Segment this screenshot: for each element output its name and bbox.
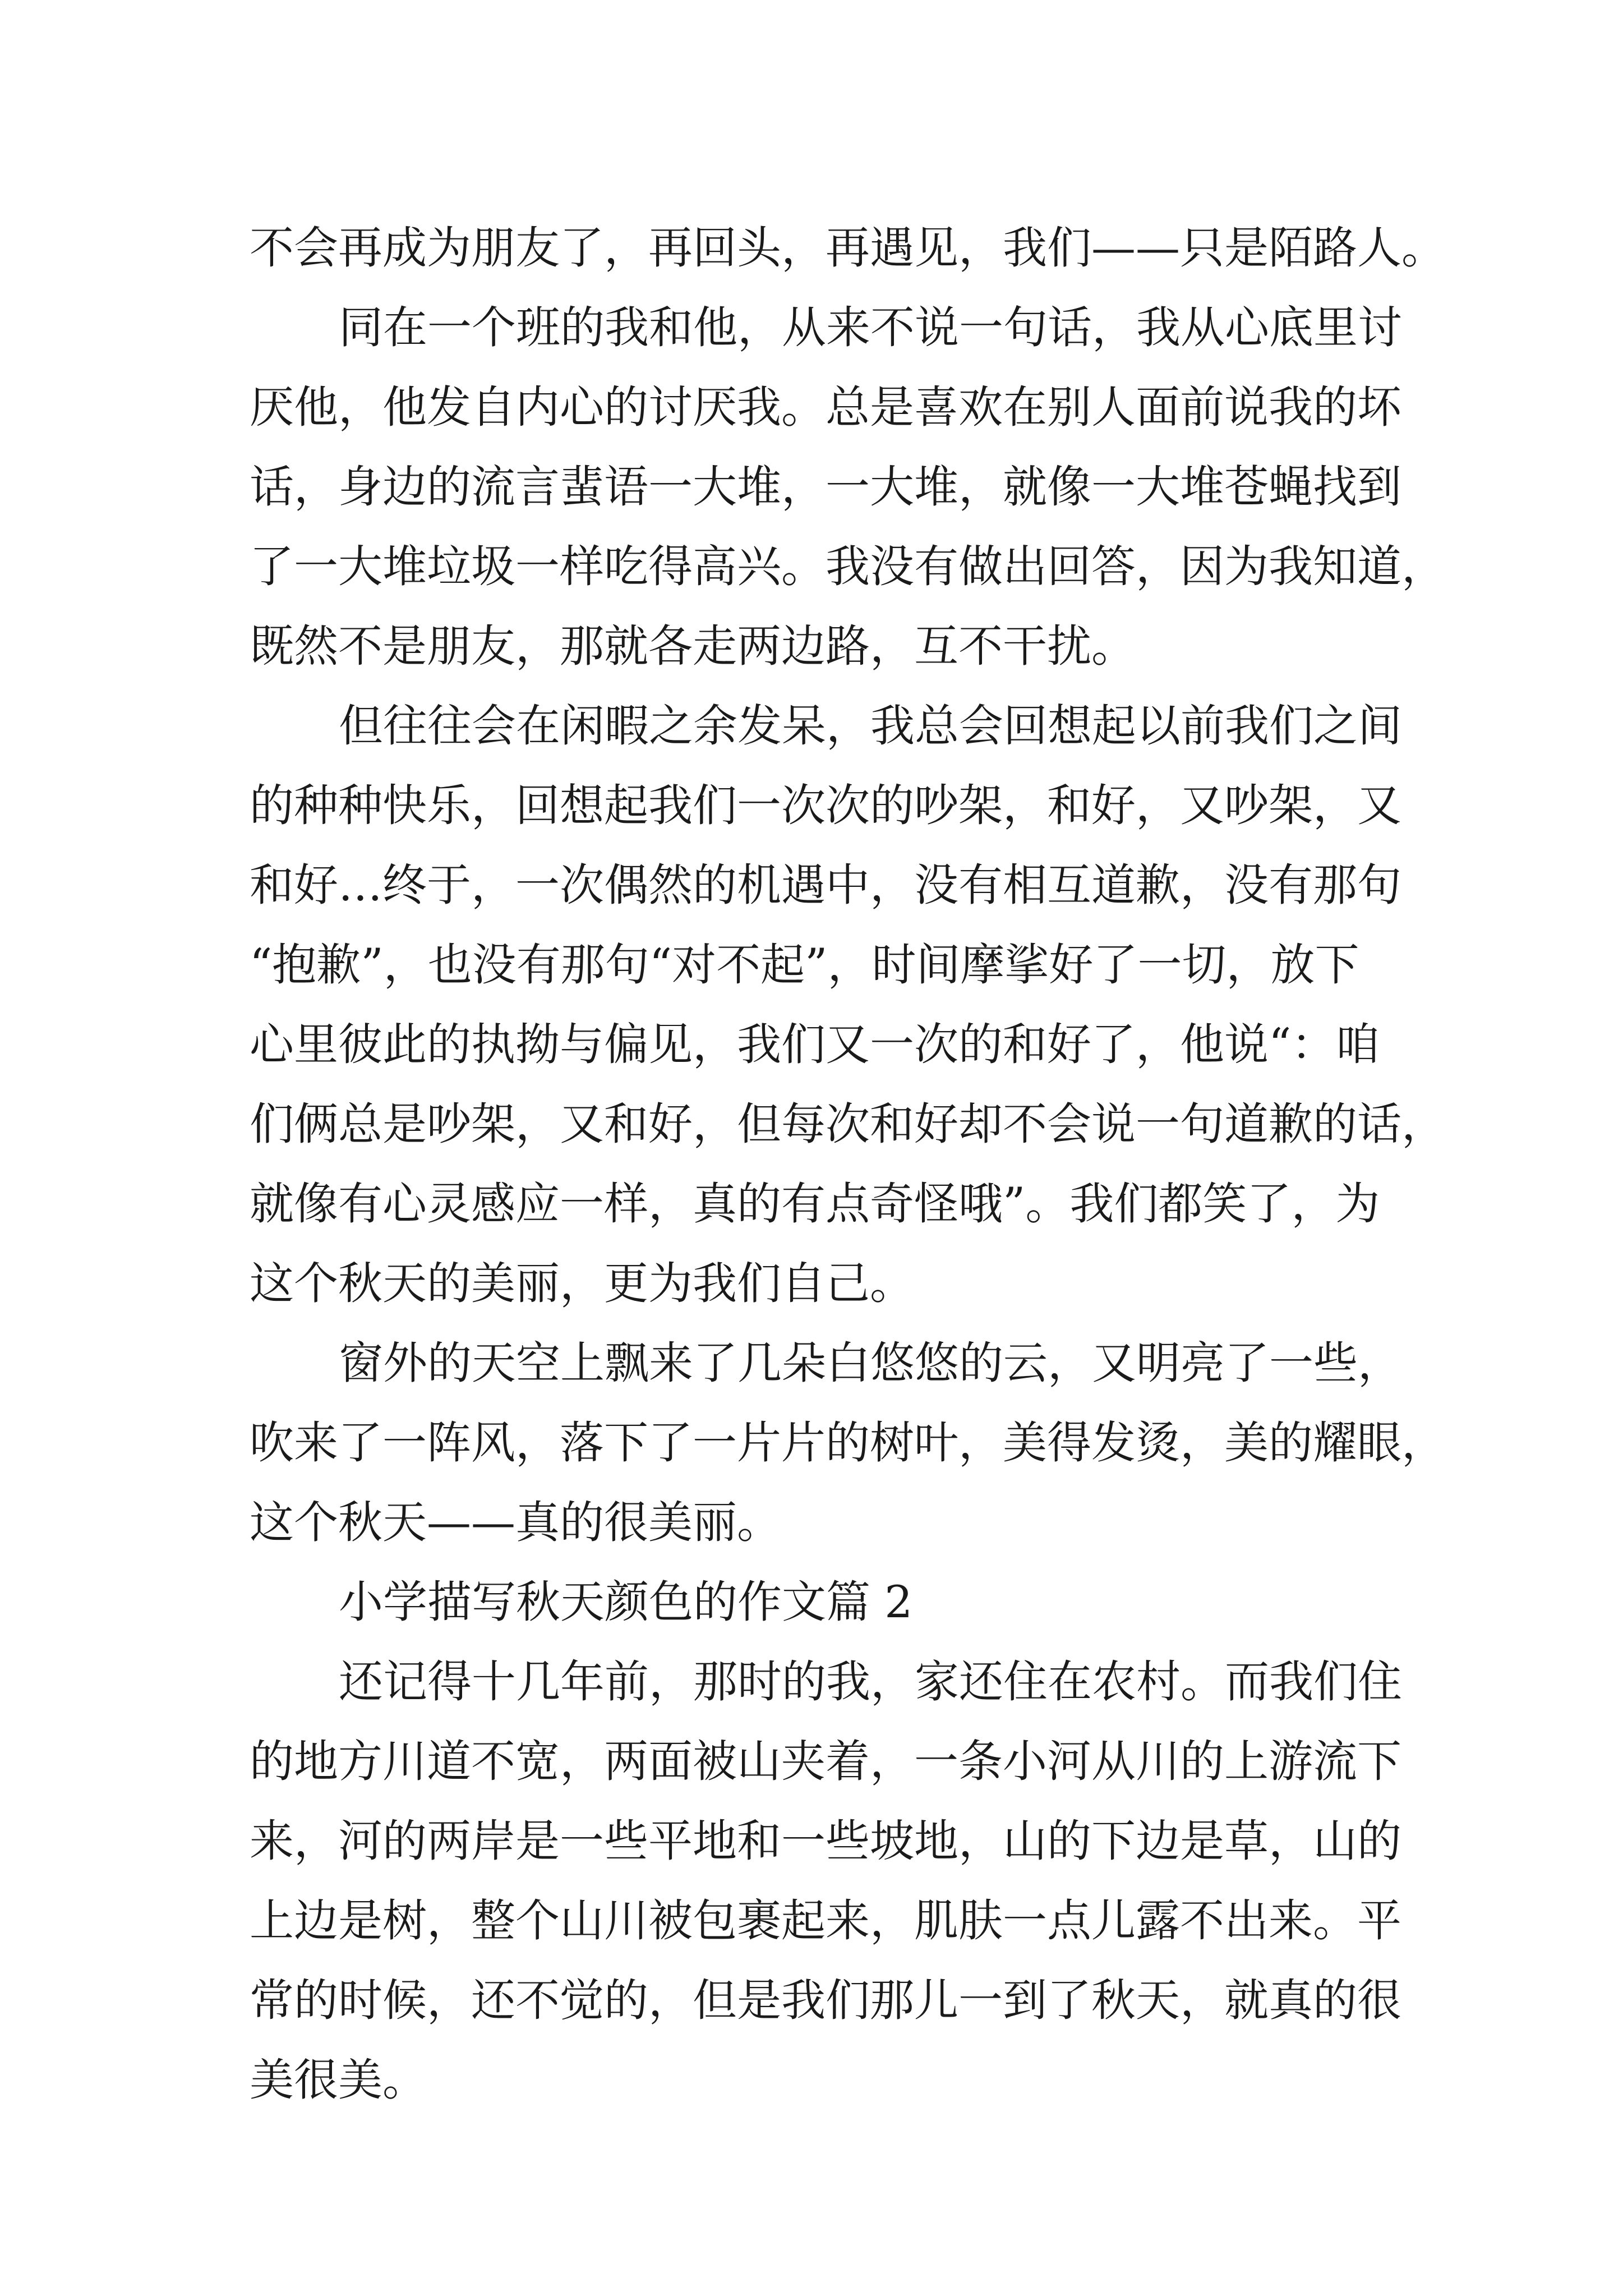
text-line: 和好…终于，一次偶然的机遇中，没有相互道歉，没有那句 (250, 859, 1401, 911)
text-line: 来，河的两岸是一些平地和一些坡地，山的下边是草，山的 (250, 1815, 1401, 1867)
text-line: 但往往会在闲暇之余发呆，我总会回想起以前我们之间 (339, 700, 1402, 752)
text-line: 同在一个班的我和他，从来不说一句话，我从心底里讨 (339, 302, 1402, 353)
text-line: 们俩总是吵架，又和好，但每次和好却不会说一句道歉的话， (250, 1098, 1446, 1150)
text-line: 这个秋天的美丽，更为我们自己。 (250, 1258, 914, 1309)
text-line: 了一大堆垃圾一样吃得高兴。我没有做出回答，因为我知道， (250, 541, 1446, 592)
text-line: 上边是树，整个山川被包裹起来，肌肤一点儿露不出来。平 (250, 1895, 1401, 1947)
text-line: 不会再成为朋友了，再回头，再遇见，我们——只是陌路人。 (250, 222, 1446, 274)
text-line: 既然不是朋友，那就各走两边路，互不干扰。 (250, 620, 1136, 672)
text-line: 还记得十几年前，那时的我，家还住在农村。而我们住 (339, 1656, 1402, 1708)
text-line: 就像有心灵感应一样，真的有点奇怪哦”。我们都笑了，为 (250, 1178, 1380, 1230)
text-line: 的种种快乐，回想起我们一次次的吵架，和好，又吵架，又 (250, 780, 1401, 831)
text-line: 的地方川道不宽，两面被山夹着，一条小河从川的上游流下 (250, 1736, 1401, 1787)
text-line: 吹来了一阵风，落下了一片片的树叶，美得发烫，美的耀眼， (250, 1417, 1446, 1469)
section-heading: 小学描写秋天颜色的作文篇 2 (339, 1576, 913, 1628)
text-line: 美很美。 (250, 2054, 427, 2106)
text-line: 窗外的天空上飘来了几朵白悠悠的云，又明亮了一些， (339, 1337, 1402, 1389)
text-line: 厌他，他发自内心的讨厌我。总是喜欢在别人面前说我的坏 (250, 381, 1401, 433)
text-line: 这个秋天——真的很美丽。 (250, 1497, 781, 1548)
text-line: 话，身边的流言蜚语一大堆，一大堆，就像一大堆苍蝇找到 (250, 461, 1401, 513)
text-line: 常的时候，还不觉的，但是我们那儿一到了秋天，就真的很 (250, 1975, 1401, 2026)
text-line: “抱歉”，也没有那句“对不起”，时间摩挲好了一切，放下 (250, 939, 1359, 991)
text-line: 心里彼此的执拗与偏见，我们又一次的和好了，他说“：咱 (250, 1019, 1380, 1070)
